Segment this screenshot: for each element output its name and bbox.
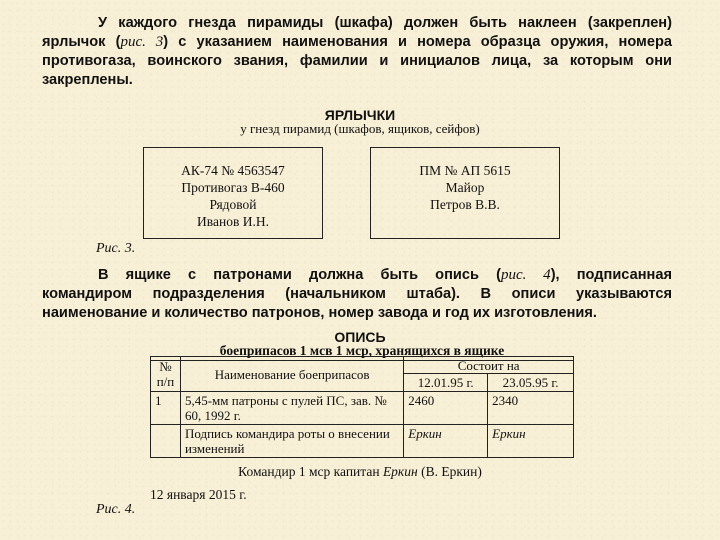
figure-ref: рис. 3 xyxy=(120,34,164,50)
label-line: Противогаз В-460 xyxy=(181,180,285,195)
figure-4-caption: Рис. 4. xyxy=(96,502,136,517)
commander-signature: Еркин xyxy=(382,464,418,479)
labels-title: ЯРЛЫЧКИ xyxy=(324,107,396,123)
label-line: АК-74 № 4563547 xyxy=(181,163,285,178)
empty-cell xyxy=(151,425,181,458)
label-card-1 xyxy=(143,147,323,239)
inventory-heading: боеприпасов 1 мсв 1 мср, хранящихся в ящике xyxy=(150,343,574,361)
date-col-1: 12.01.95 г. xyxy=(404,374,488,392)
label-line: Рядовой xyxy=(209,197,257,212)
inventory-line-1: В ящике с патронами должна быть опись (рис. 4), подписанная xyxy=(98,267,672,283)
signature-label: Подпись командира роты о внесении изменений xyxy=(180,425,403,458)
intro-paragraph xyxy=(42,14,672,90)
labels-subtitle: у гнезд пирамид (шкафов, ящиков, сейфов) xyxy=(240,121,480,136)
intro-line-2: ярлычок (рис. 3) с указанием наименования и номера образца оружия, номера xyxy=(42,34,673,50)
intro-line-4: закреплены. xyxy=(42,72,133,88)
inventory-date: 12 января 2015 г. xyxy=(150,487,247,502)
figure-ref: рис. 4 xyxy=(500,267,551,283)
inventory-paragraph xyxy=(42,266,672,323)
col-name-header: Наименование боеприпасов xyxy=(180,357,403,392)
date-col-2: 23.05.95 г. xyxy=(488,374,574,392)
signature-1: Еркин xyxy=(404,425,488,458)
col-num-header: № п/п xyxy=(151,357,181,392)
signature-row xyxy=(151,425,574,458)
inventory-title: ОПИСЬ xyxy=(334,329,386,345)
signature-2: Еркин xyxy=(488,425,574,458)
label-line: Майор xyxy=(445,180,485,195)
row-value-2: 2340 xyxy=(488,392,574,425)
label-line: ПМ № АП 5615 xyxy=(419,163,511,178)
row-num: 1 xyxy=(151,392,181,425)
commander-signature-line: Командир 1 мср капитан Еркин (В. Еркин) xyxy=(238,464,482,479)
row-value-1: 2460 xyxy=(404,392,488,425)
col-state-header: Состоит на xyxy=(404,357,574,374)
label-line: Иванов И.Н. xyxy=(197,214,269,229)
label-line: Петров В.В. xyxy=(430,197,500,212)
inventory-table xyxy=(150,356,574,458)
table-header-row xyxy=(151,357,574,374)
intro-line-1: У каждого гнезда пирамиды (шкафа) должен быть наклеен (закреплен) xyxy=(98,15,672,31)
row-name: 5,45-мм патроны с пулей ПС, зав. № 60, 1992 г. xyxy=(180,392,403,425)
inventory-line-2: командиром подразделения (начальником штаба). В описи указываются xyxy=(42,286,672,302)
table-row xyxy=(151,392,574,425)
intro-line-3: противогаза, воинского звания, фамилии и инициалов лица, за которым они xyxy=(42,53,672,69)
label-card-2 xyxy=(370,147,560,239)
figure-3-caption: Рис. 3. xyxy=(96,241,136,256)
inventory-line-3: наименование и количество патронов, номер завода и год их изготовления. xyxy=(42,305,597,321)
